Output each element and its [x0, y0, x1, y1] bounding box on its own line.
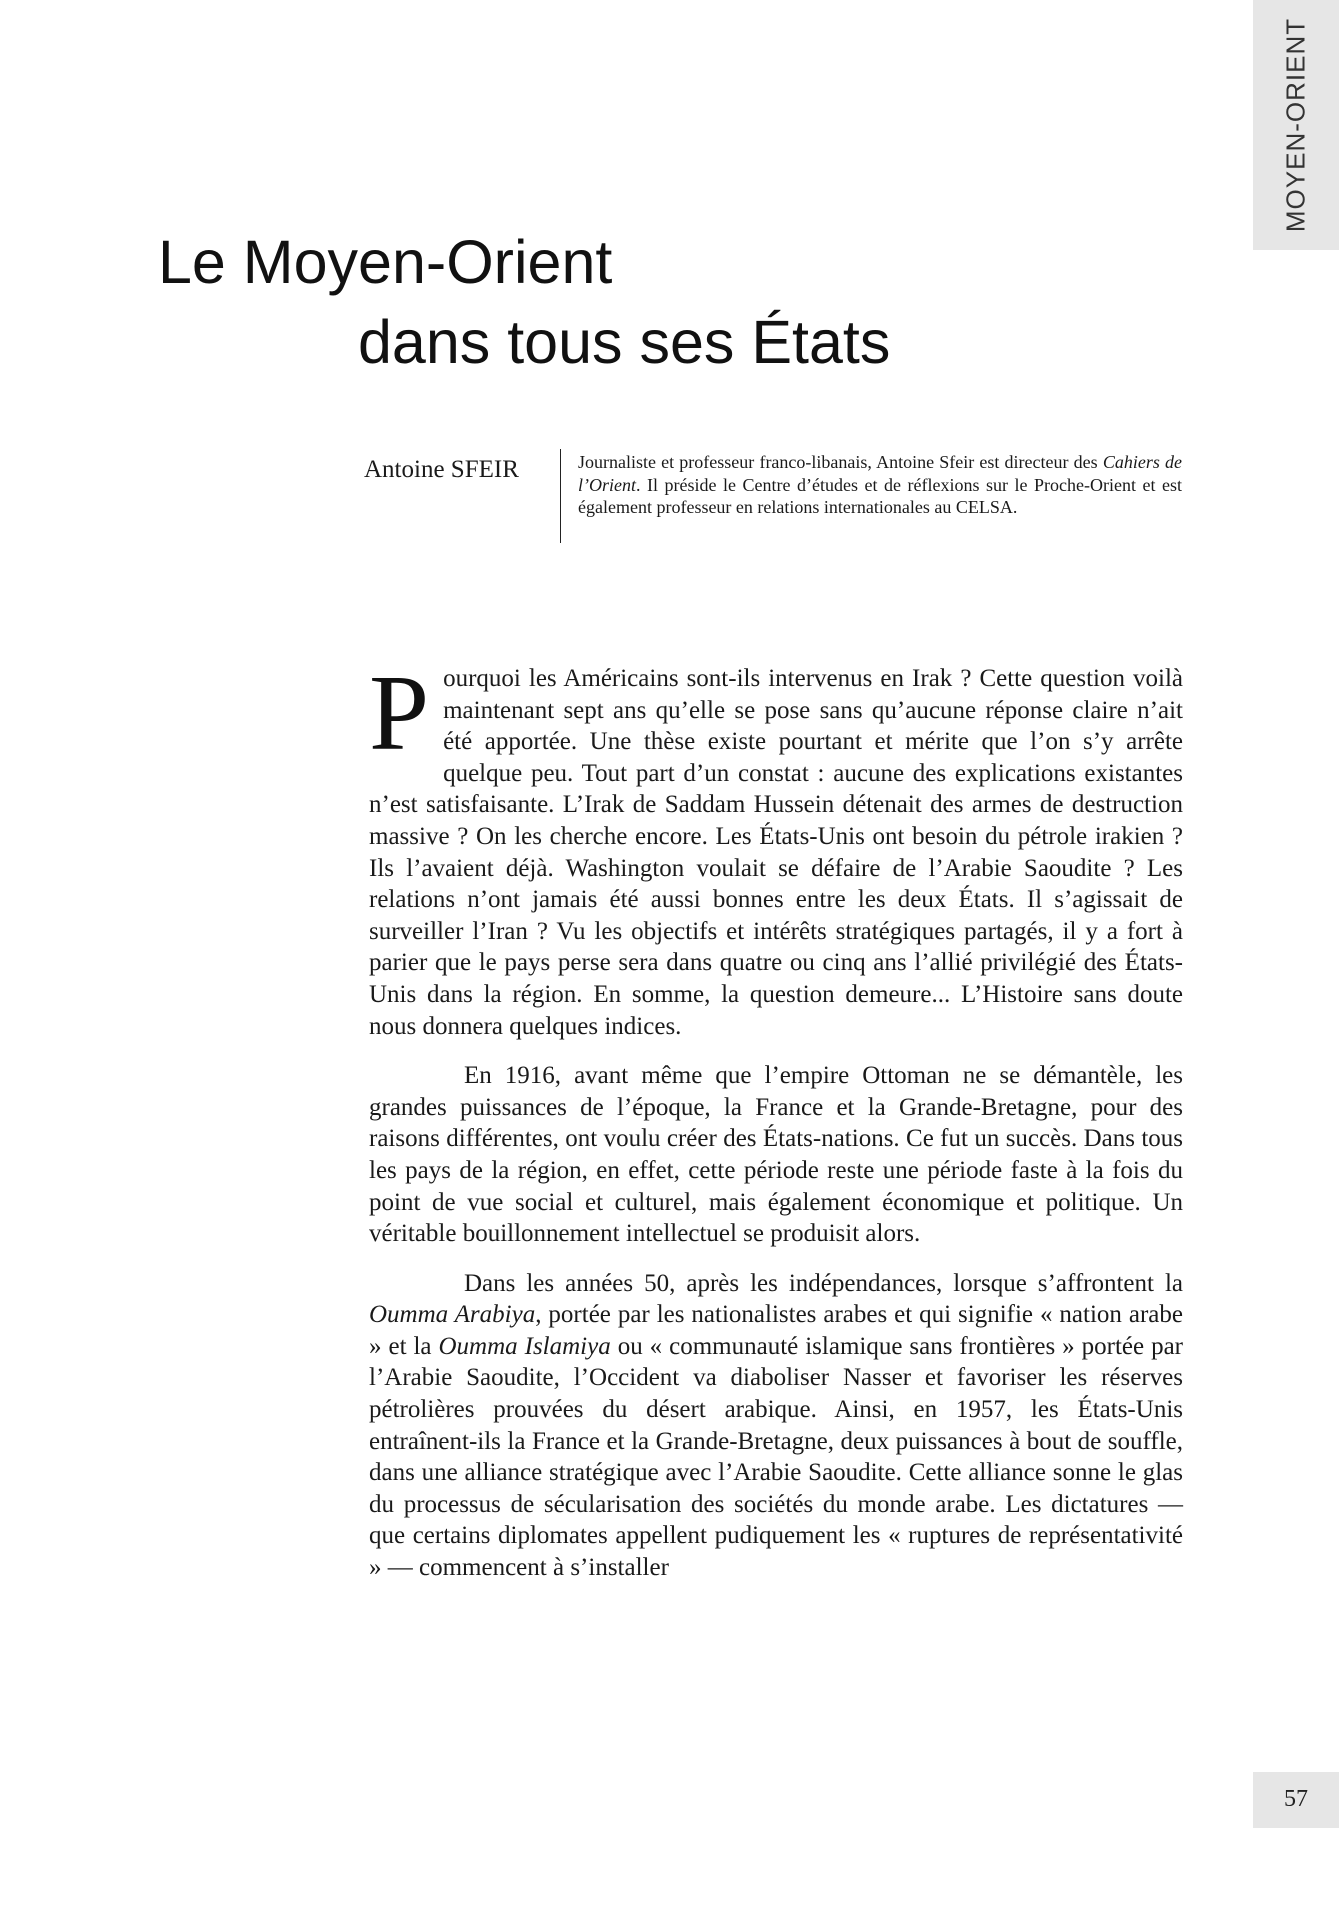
page-number-box: [1253, 1772, 1339, 1828]
author-bio-text: Journaliste et professeur franco-libanais, Antoine Sfeir est directeur des: [578, 452, 1103, 472]
paragraph-text: ou « communauté islamique sans frontières » portée par l’Arabie Saoudite, l’Occident va diaboliser Nasser et favoriser les réserves pétrolières prouvées du désert arabique. Ainsi, en 1957, les États-Unis entraînent-ils la France et la Grande-Bretagne, deux puissances à bout de souffle, dans une alliance stratégique avec l’Arabie Saoudite. Cette alliance sonne le glas du processus de sécularisation des sociétés du monde arabe. Les dictatures — que certains diplomates appellent pudiquement les « ruptures de représentativité » — commencent à s’installer: [369, 1332, 1184, 1582]
italic-term: Oumma Islamiya: [438, 1332, 611, 1360]
paragraph: [369, 1060, 1183, 1250]
author-bio-journal: Cahiers de l’Orient: [578, 452, 1183, 495]
paragraph-text: Dans les années 50, après les indépendances, lorsque s’affrontent la: [464, 1269, 1183, 1297]
article-title-line-1: Le Moyen-Orient: [158, 228, 613, 296]
paragraph: [369, 654, 1183, 1042]
paragraph-text: ourquoi les Américains sont-ils intervenus en Irak ? Cette question voilà maintenant sept ans qu’elle se pose sans qu’aucune réponse claire n’ait été apportée. Une thèse existe pourtant et mérite que l’on s’y arrête quelque peu. Tout part d’un constat : aucune des explications existantes n’est satisfaisante. L’Irak de Saddam Hussein détenait des armes de destruction massive ? On les cherche encore. Les États-Unis ont besoin du pétrole irakien ? Ils l’avaient déjà. Washington voulait se défaire de l’Arabie Saoudite ? Les relations n’ont jamais été aussi bonnes entre les deux États. Il s’agissait de surveiller l’Iran ? Vu les objectifs et intérêts stratégiques partagés, il y a fort à parier que le pays perse sera dans quatre ou cinq ans l’allié privilégié des États-Unis dans la région. En somme, la question demeure... L’Histoire sans doute nous donnera quelques indices.: [369, 665, 1183, 1040]
author-name: Antoine SFEIR: [364, 456, 519, 483]
article-body: [369, 654, 1184, 1602]
author-divider: [560, 449, 561, 543]
paragraph-text: , portée par les nationalistes arabes et qui signifie « nation arabe » et la: [369, 1301, 1183, 1360]
section-tab-label: MOYEN-ORIENT: [1280, 17, 1311, 233]
article-title-line-2: dans tous ses États: [358, 308, 891, 376]
section-tab: [1253, 0, 1339, 250]
author-bio-text: . Il préside le Centre d’études et de réflexions sur le Proche-Orient et est également professeur en relations internationales au CELSA.: [578, 474, 1182, 517]
italic-term: Oumma Arabiya: [369, 1301, 536, 1329]
paragraph-text: En 1916, avant même que l’empire Ottoman ne se démantèle, les grandes puissances de l’époque, la France et la Grande-Bretagne, pour des raisons différentes, ont voulu créer des États-nations. Ce fut un succès. Dans tous les pays de la région, en effet, cette période reste une période faste à la fois du point de vue social et culturel, mais également économique et politique. Un véritable bouillonnement intellectuel se produisit alors.: [369, 1062, 1183, 1248]
author-bio: [578, 451, 1182, 519]
page-number: 57: [1284, 1786, 1308, 1812]
paragraph: [369, 1268, 1183, 1584]
drop-cap: P: [369, 654, 430, 773]
